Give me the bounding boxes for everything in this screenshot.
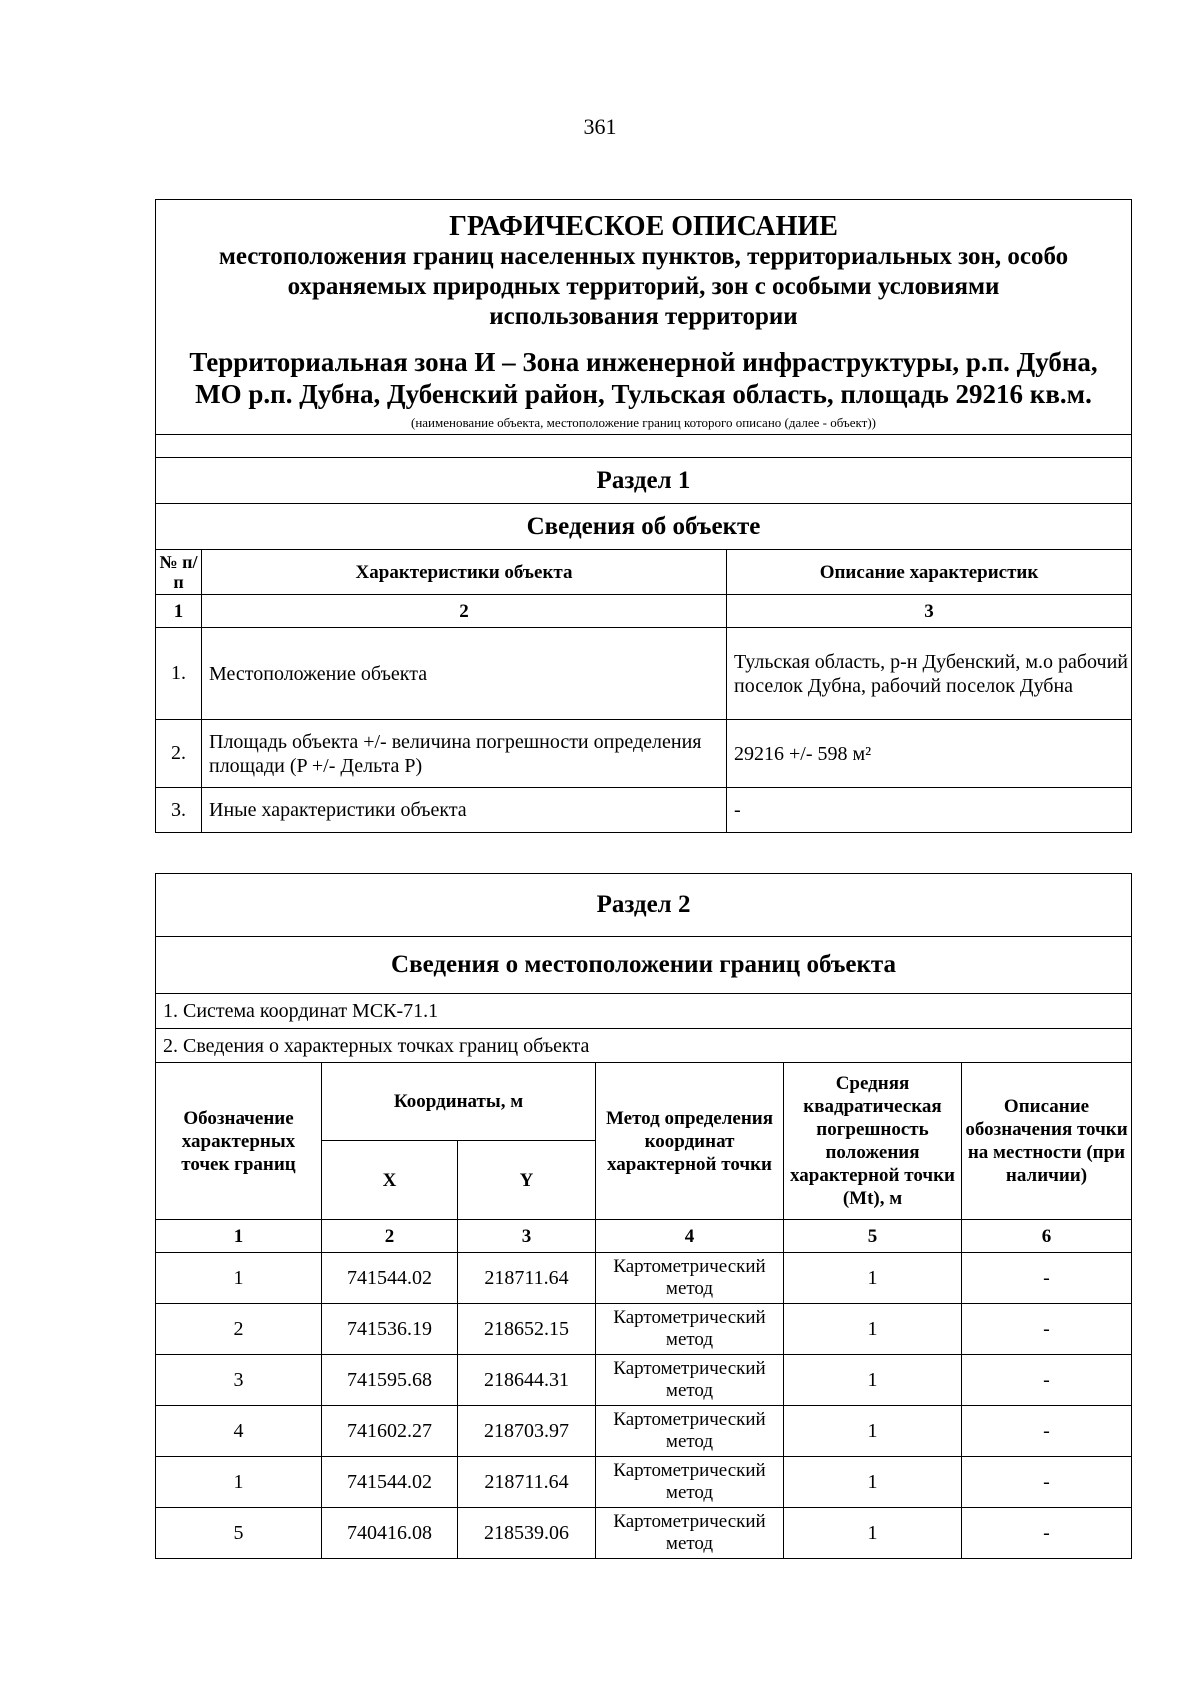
y-coordinate-cell: 218652.15 xyxy=(458,1304,596,1355)
section1-subtitle: Сведения об объекте xyxy=(156,504,1132,550)
col-header-x: X xyxy=(322,1141,458,1220)
col-number: 2 xyxy=(322,1220,458,1253)
accuracy-cell: 1 xyxy=(784,1253,962,1304)
section2-title: Раздел 2 xyxy=(156,874,1132,937)
description-cell: - xyxy=(727,788,1132,833)
point-description-cell: - xyxy=(962,1406,1132,1457)
col-number: 3 xyxy=(727,595,1132,628)
point-cell: 1 xyxy=(156,1253,322,1304)
col-header-accuracy: Средняя квадратическая погрешность положения характерной точки (Mt), м xyxy=(784,1063,962,1220)
x-coordinate-cell: 741536.19 xyxy=(322,1304,458,1355)
point-description-cell: - xyxy=(962,1457,1132,1508)
boundary-points-table xyxy=(155,873,1132,1559)
document-subtitle-line: охраняемых природных территорий, зон с особыми условиями xyxy=(287,273,1000,300)
y-coordinate-cell: 218703.97 xyxy=(458,1406,596,1457)
accuracy-cell: 1 xyxy=(784,1457,962,1508)
method-cell: Картометрический метод xyxy=(596,1253,784,1304)
table-row xyxy=(156,1406,1132,1457)
col-header-description: Описание характеристик xyxy=(727,550,1132,595)
col-header-num: № п/п xyxy=(156,550,202,595)
point-description-cell: - xyxy=(962,1304,1132,1355)
col-number: 6 xyxy=(962,1220,1132,1253)
accuracy-cell: 1 xyxy=(784,1406,962,1457)
table-row xyxy=(156,1304,1132,1355)
method-cell: Картометрический метод xyxy=(596,1457,784,1508)
method-cell: Картометрический метод xyxy=(596,1406,784,1457)
object-name-line: Территориальная зона И – Зона инженерной инфраструктуры, р.п. Дубна, xyxy=(189,347,1098,377)
point-cell: 5 xyxy=(156,1508,322,1559)
point-cell: 2 xyxy=(156,1304,322,1355)
x-coordinate-cell: 741544.02 xyxy=(322,1457,458,1508)
document-subtitle-line: местоположения границ населенных пунктов, территориальных зон, особо xyxy=(218,243,1069,270)
accuracy-cell: 1 xyxy=(784,1304,962,1355)
table-row xyxy=(156,788,1132,833)
object-name xyxy=(156,332,1131,412)
col-number: 1 xyxy=(156,595,202,628)
point-description-cell: - xyxy=(962,1253,1132,1304)
y-coordinate-cell: 218711.64 xyxy=(458,1457,596,1508)
row-number: 2. xyxy=(156,720,202,788)
object-info-table xyxy=(155,199,1132,833)
row-number: 1. xyxy=(156,628,202,720)
spacer-row xyxy=(156,435,1132,458)
table-row xyxy=(156,720,1132,788)
method-cell: Картометрический метод xyxy=(596,1355,784,1406)
document-header xyxy=(156,200,1132,413)
y-coordinate-cell: 218644.31 xyxy=(458,1355,596,1406)
table-row xyxy=(156,1457,1132,1508)
points-heading: 2. Сведения о характерных точках границ объекта xyxy=(156,1029,1132,1063)
method-cell: Картометрический метод xyxy=(596,1304,784,1355)
point-cell: 3 xyxy=(156,1355,322,1406)
col-number: 3 xyxy=(458,1220,596,1253)
table-row xyxy=(156,628,1132,720)
x-coordinate-cell: 741595.68 xyxy=(322,1355,458,1406)
x-coordinate-cell: 741544.02 xyxy=(322,1253,458,1304)
description-cell: 29216 +/- 598 м² xyxy=(727,720,1132,788)
coordinate-system: 1. Система координат МСК-71.1 xyxy=(156,994,1132,1029)
characteristic-cell: Площадь объекта +/- величина погрешности определения площади (P +/- Дельта P) xyxy=(202,720,727,788)
col-number: 5 xyxy=(784,1220,962,1253)
col-header-method: Метод определения координат характерной точки xyxy=(596,1063,784,1220)
point-cell: 1 xyxy=(156,1457,322,1508)
x-coordinate-cell: 740416.08 xyxy=(322,1508,458,1559)
table-row xyxy=(156,1253,1132,1304)
object-name-line: МО р.п. Дубна, Дубенский район, Тульская область, площадь 29216 кв.м. xyxy=(195,379,1092,409)
accuracy-cell: 1 xyxy=(784,1355,962,1406)
col-header-characteristic: Характеристики объекта xyxy=(202,550,727,595)
y-coordinate-cell: 218539.06 xyxy=(458,1508,596,1559)
y-coordinate-cell: 218711.64 xyxy=(458,1253,596,1304)
section2-subtitle: Сведения о местоположении границ объекта xyxy=(156,937,1132,994)
characteristic-cell: Иные характеристики объекта xyxy=(202,788,727,833)
col-header-description: Описание обозначения точки на местности (при наличии) xyxy=(962,1063,1132,1220)
description-cell: Тульская область, р-н Дубенский, м.о рабочий поселок Дубна, рабочий поселок Дубна xyxy=(727,628,1132,720)
x-coordinate-cell: 741602.27 xyxy=(322,1406,458,1457)
col-header-y: Y xyxy=(458,1141,596,1220)
characteristic-cell: Местоположение объекта xyxy=(202,628,727,720)
col-header-coords: Координаты, м xyxy=(322,1063,596,1141)
method-cell: Картометрический метод xyxy=(596,1508,784,1559)
document-title: ГРАФИЧЕСКОЕ ОПИСАНИЕ xyxy=(449,211,838,242)
col-number: 1 xyxy=(156,1220,322,1253)
point-cell: 4 xyxy=(156,1406,322,1457)
table-row xyxy=(156,1355,1132,1406)
point-description-cell: - xyxy=(962,1508,1132,1559)
row-number: 3. xyxy=(156,788,202,833)
table-row xyxy=(156,1508,1132,1559)
section1-title: Раздел 1 xyxy=(156,458,1132,504)
col-header-point: Обозначение характерных точек границ xyxy=(156,1063,322,1220)
accuracy-cell: 1 xyxy=(784,1508,962,1559)
col-number: 4 xyxy=(596,1220,784,1253)
col-number: 2 xyxy=(202,595,727,628)
points-body xyxy=(156,1253,1132,1559)
point-description-cell: - xyxy=(962,1355,1132,1406)
document-subtitle-line: использования территории xyxy=(489,303,798,330)
page-number: 361 xyxy=(583,114,617,139)
object-hint: (наименование объекта, местоположение границ которого описано (далее - объект)) xyxy=(156,412,1132,435)
